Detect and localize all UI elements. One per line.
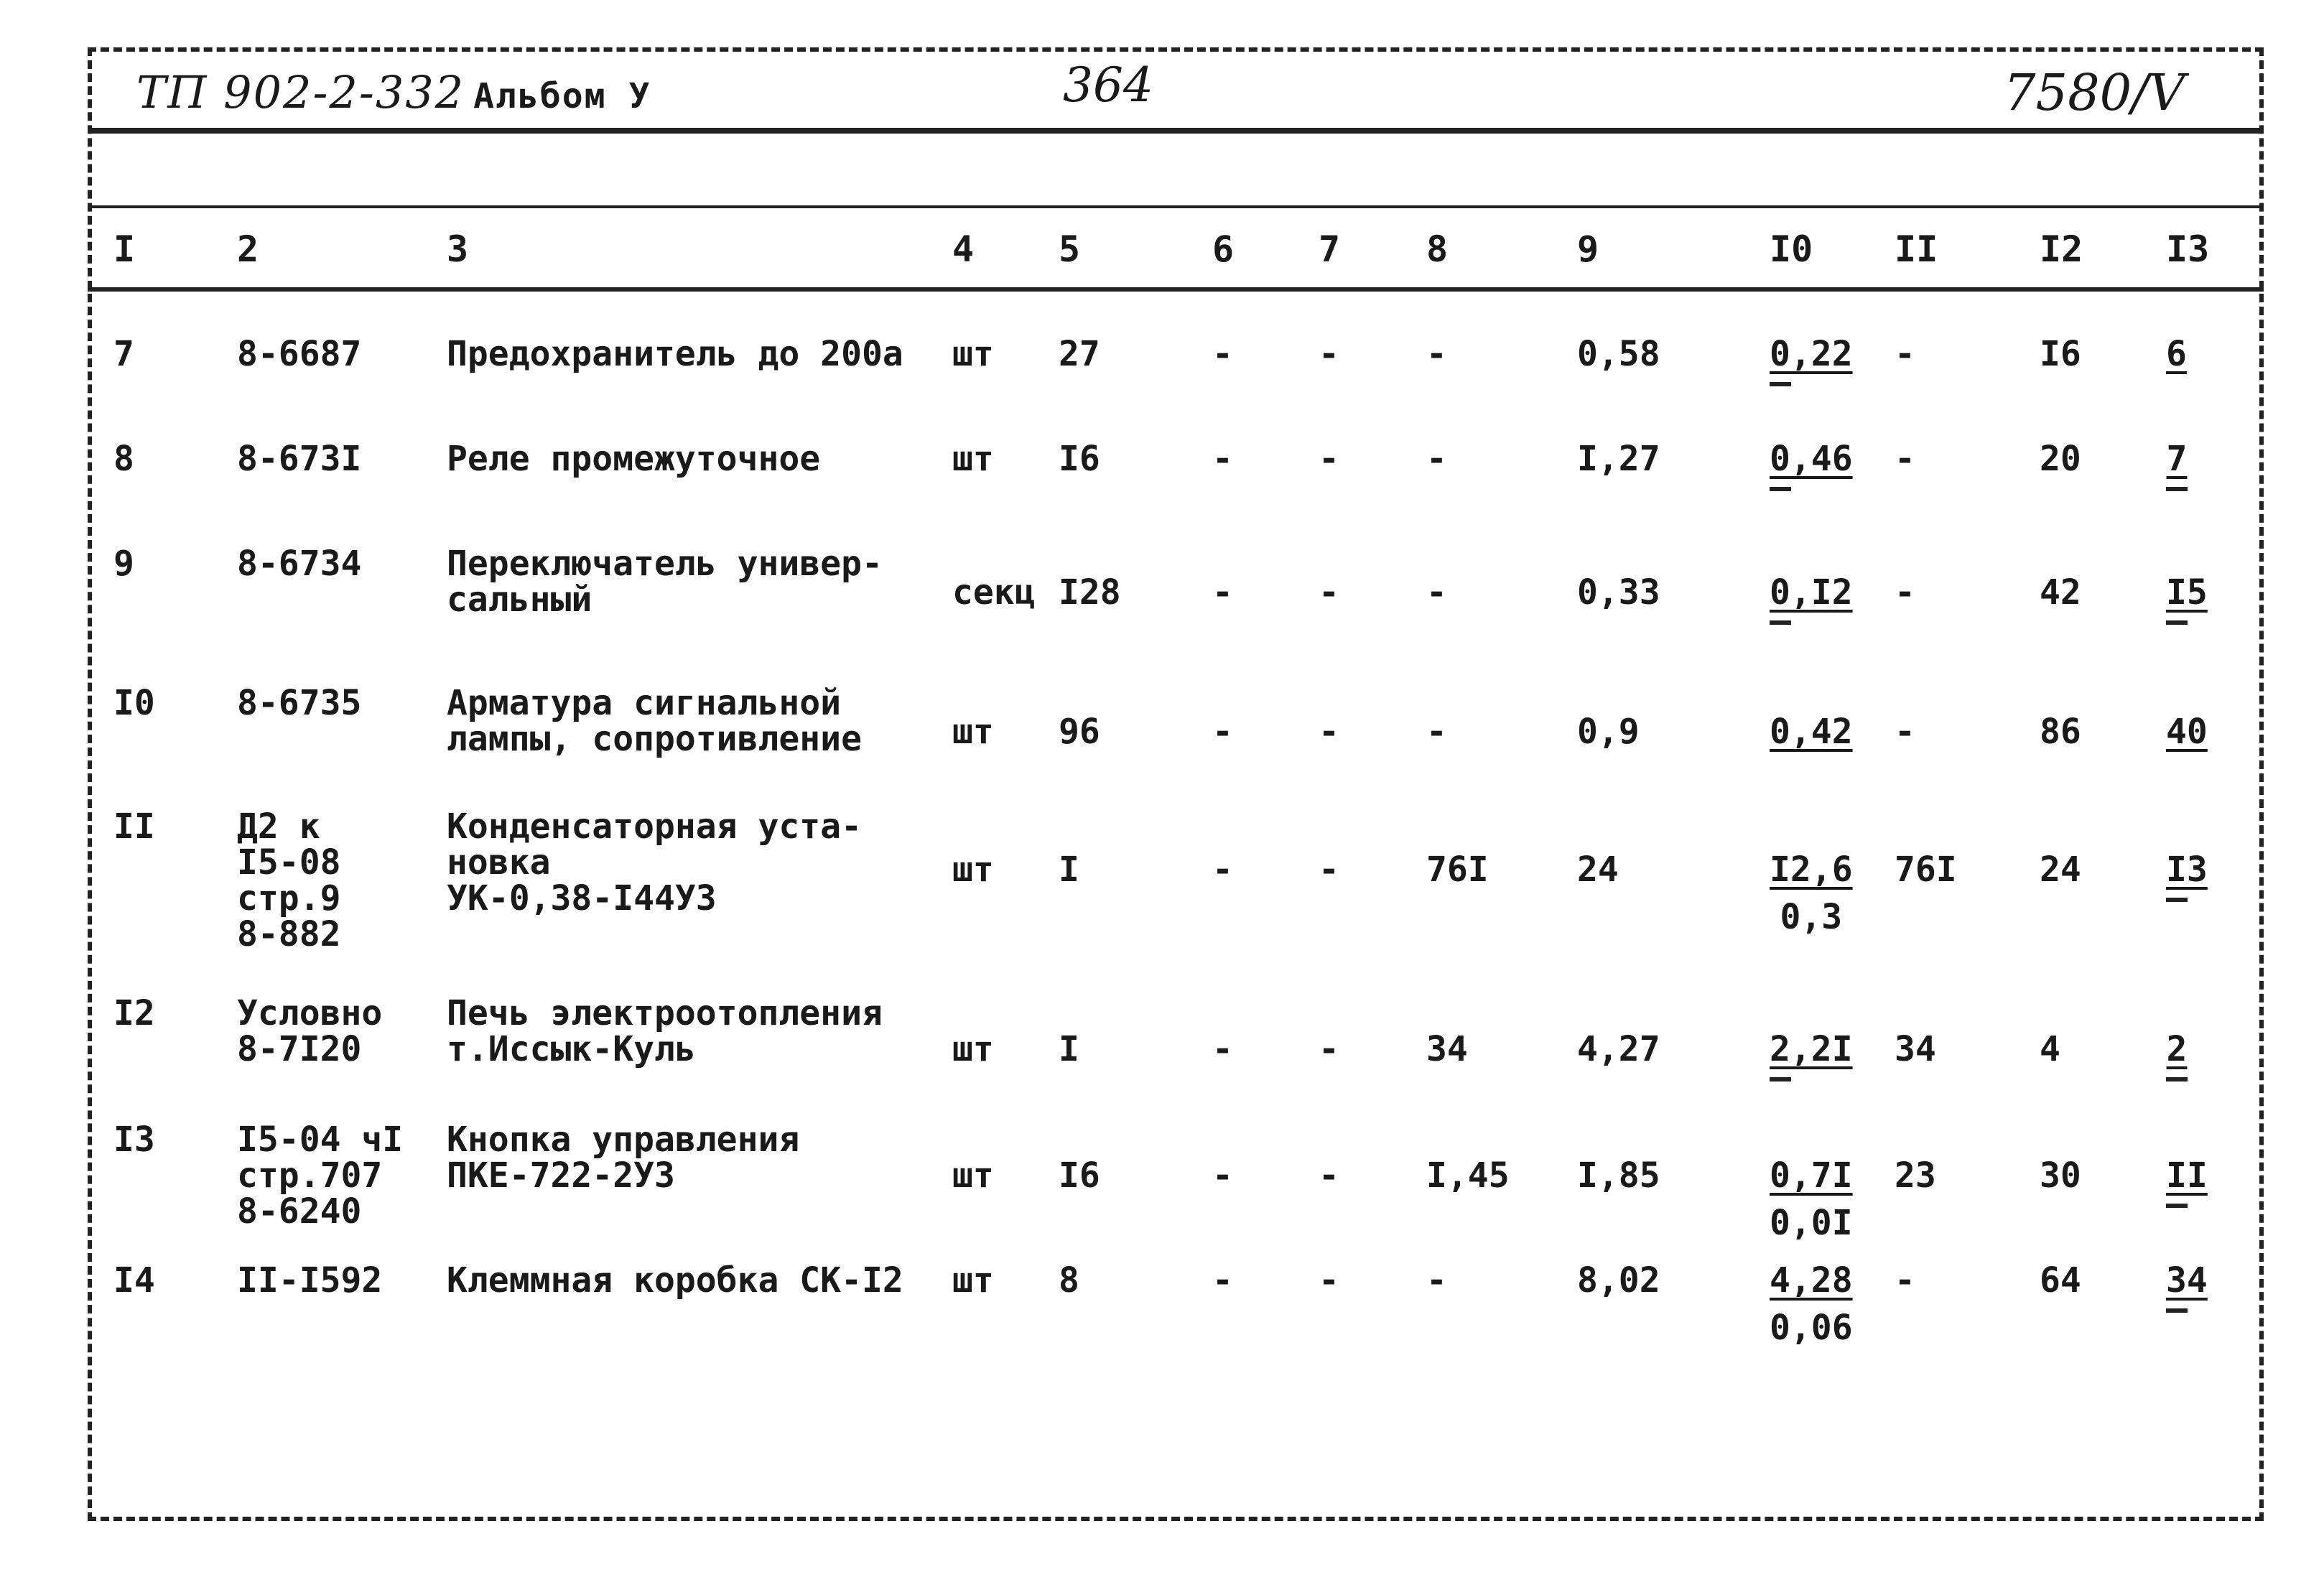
cell-c9: 0,33 (1577, 572, 1660, 613)
cell-c10-numerator: I2,6 (1770, 850, 1853, 890)
cell-c6: - (1212, 1155, 1233, 1196)
cell-c10 (1770, 574, 1853, 625)
cell-c10 (1770, 852, 1853, 935)
cell-c6: - (1212, 1029, 1233, 1069)
column-header: 5 (1059, 228, 1081, 270)
header-rule-thin (88, 205, 2264, 208)
cell-c9: 24 (1577, 850, 1619, 890)
cell-c13 (2166, 441, 2188, 491)
cell-c13-numerator: I3 (2166, 850, 2208, 890)
cell-code: 8-6735 (237, 683, 362, 723)
cell-name: Переключатель универ- сальный (447, 544, 883, 620)
cell-c12: I6 (2040, 334, 2081, 374)
cell-n: 8 (113, 439, 134, 479)
cell-c12: 86 (2040, 712, 2081, 752)
cell-c6: - (1212, 712, 1233, 752)
doc-code: ТП 902-2-332 Альбом У (136, 66, 651, 118)
cell-c12: 20 (2040, 439, 2081, 479)
cell-name: Клеммная коробка СК-I2 (447, 1260, 903, 1301)
column-header: I (113, 228, 136, 270)
cell-c11: 76I (1895, 850, 1957, 890)
cell-c8: I,45 (1426, 1155, 1510, 1196)
cell-c7: - (1319, 1260, 1339, 1301)
cell-c5: 96 (1059, 712, 1100, 752)
cell-c5: I28 (1059, 572, 1121, 613)
page-number: 364 (1063, 57, 1153, 113)
cell-c10-denominator (1770, 487, 1791, 491)
cell-c13-denominator (2166, 898, 2188, 902)
cell-c6: - (1212, 334, 1233, 374)
cell-name: Предохранитель до 200а (447, 334, 903, 374)
cell-unit: шт (952, 712, 994, 752)
cell-c11: - (1895, 439, 1915, 479)
cell-c13-numerator: 40 (2166, 712, 2208, 752)
cell-unit: шт (952, 439, 994, 479)
cell-c6: - (1212, 439, 1233, 479)
cell-c13 (2166, 574, 2208, 625)
cell-code: Условно 8-7I20 (237, 993, 383, 1069)
cell-c6: - (1212, 1260, 1233, 1301)
cell-c10-denominator: 0,0I (1770, 1203, 1853, 1243)
cell-c10-denominator (1770, 382, 1791, 386)
cell-c10-numerator: 2,2I (1770, 1029, 1853, 1069)
cell-c11: 23 (1895, 1155, 1936, 1196)
cell-c13-denominator (2166, 620, 2188, 625)
cell-c13-numerator: 6 (2166, 334, 2187, 374)
cell-c8: - (1426, 334, 1447, 374)
cell-c5: I (1059, 850, 1079, 890)
cell-code: 8-6734 (237, 544, 362, 584)
cell-c13 (2166, 1155, 2208, 1208)
cell-c13 (2166, 714, 2208, 750)
cell-unit: шт (952, 1155, 994, 1196)
cell-c12: 30 (2040, 1155, 2081, 1196)
header-rule (88, 128, 2264, 134)
cell-c7: - (1319, 572, 1339, 613)
cell-c13-denominator (2166, 1077, 2188, 1081)
cell-c8: - (1426, 439, 1447, 479)
cell-c7: - (1319, 1029, 1339, 1069)
cell-c13-numerator: 7 (2166, 439, 2188, 479)
cell-unit: шт (952, 1260, 994, 1301)
cell-c12: 42 (2040, 572, 2081, 613)
cell-unit: шт (952, 334, 994, 374)
cell-c10 (1770, 1262, 1853, 1346)
cell-c10 (1770, 714, 1853, 750)
cell-c13-numerator: I5 (2166, 572, 2208, 613)
cell-c5: 8 (1059, 1260, 1079, 1301)
cell-c10-numerator: 0,42 (1770, 712, 1853, 752)
cell-unit: секц (952, 572, 1036, 613)
column-header: I3 (2166, 228, 2210, 270)
column-header: 6 (1212, 228, 1235, 270)
column-header: 4 (952, 228, 975, 270)
cell-c10-numerator: 0,7I (1770, 1155, 1853, 1196)
cell-c13 (2166, 336, 2187, 372)
cell-c5: I6 (1059, 439, 1100, 479)
cell-c5: 27 (1059, 334, 1100, 374)
cell-c13-denominator (2166, 1204, 2188, 1208)
cell-c13-denominator (2166, 487, 2188, 491)
column-header: II (1895, 228, 1938, 270)
cell-c10-numerator: 4,28 (1770, 1260, 1853, 1301)
cell-name: Кнопка управления ПКЕ-722-2УЗ (447, 1120, 800, 1196)
cell-c10 (1770, 1031, 1853, 1081)
cell-c7: - (1319, 1155, 1339, 1196)
cell-c9: 8,02 (1577, 1260, 1660, 1301)
column-header: I2 (2040, 228, 2083, 270)
cell-n: 9 (113, 544, 134, 584)
cell-c6: - (1212, 572, 1233, 613)
cell-c11: - (1895, 572, 1915, 613)
cell-c13 (2166, 1031, 2188, 1081)
cell-c12: 64 (2040, 1260, 2081, 1301)
cell-c9: 4,27 (1577, 1029, 1660, 1069)
cell-c10-denominator (1770, 620, 1791, 625)
cell-c6: - (1212, 850, 1233, 890)
cell-c13-numerator: II (2166, 1155, 2208, 1196)
cell-code: I5-04 чI стр.707 8-6240 (237, 1120, 404, 1232)
cell-c12: 4 (2040, 1029, 2060, 1069)
cell-n: I4 (113, 1260, 155, 1301)
cell-c13-numerator: 2 (2166, 1029, 2188, 1069)
cell-code: 8-6687 (237, 334, 362, 374)
cell-c7: - (1319, 850, 1339, 890)
cell-unit: шт (952, 1029, 994, 1069)
cell-c8: 76I (1426, 850, 1489, 890)
cell-c10-denominator: 0,3 (1780, 897, 1843, 937)
cell-n: I2 (113, 993, 155, 1033)
cell-c8: - (1426, 1260, 1447, 1301)
column-header: I0 (1770, 228, 1813, 270)
cell-c5: I (1059, 1029, 1079, 1069)
cell-c9: I,85 (1577, 1155, 1660, 1196)
cell-c13-numerator: 34 (2166, 1260, 2208, 1301)
cell-c11: - (1895, 334, 1915, 374)
cell-name: Печь электроотопления т.Иссык-Куль (447, 993, 883, 1069)
column-header: 9 (1577, 228, 1599, 270)
cell-c10 (1770, 336, 1853, 386)
cell-code: Д2 к I5-08 стр.9 8-882 (237, 806, 341, 954)
cell-c10-numerator: 0,22 (1770, 334, 1853, 374)
cell-c10-denominator: 0,06 (1770, 1308, 1853, 1348)
album-label: Альбом У (473, 76, 651, 116)
column-header-rule (88, 287, 2264, 292)
column-header: 3 (447, 228, 469, 270)
cell-c10-denominator (1770, 1077, 1791, 1081)
cell-c11: - (1895, 712, 1915, 752)
cell-c12: 24 (2040, 850, 2081, 890)
cell-c7: - (1319, 334, 1339, 374)
cell-c11: 34 (1895, 1029, 1936, 1069)
cell-c5: I6 (1059, 1155, 1100, 1196)
cell-code: II-I592 (237, 1260, 383, 1301)
cell-c9: 0,58 (1577, 334, 1660, 374)
column-header: 8 (1426, 228, 1449, 270)
sheet-number: 7580/V (2004, 63, 2185, 122)
column-header: 2 (237, 228, 259, 270)
cell-name: Реле промежуточное (447, 439, 821, 479)
cell-name: Конденсаторная уста- новка УК-0,38-I44УЗ (447, 806, 862, 918)
cell-unit: шт (952, 850, 994, 890)
cell-c10 (1770, 441, 1853, 491)
cell-c10-numerator: 0,I2 (1770, 572, 1853, 613)
cell-name: Арматура сигнальной лампы, сопротивление (447, 683, 862, 759)
cell-n: I0 (113, 683, 155, 723)
cell-c13 (2166, 852, 2208, 902)
cell-c8: - (1426, 712, 1447, 752)
cell-c9: I,27 (1577, 439, 1660, 479)
cell-c8: - (1426, 572, 1447, 613)
cell-c13-denominator (2166, 1308, 2188, 1313)
cell-c10 (1770, 1155, 1853, 1243)
cell-code: 8-673I (237, 439, 362, 479)
cell-c8: 34 (1426, 1029, 1468, 1069)
cell-n: II (113, 806, 155, 847)
cell-c7: - (1319, 712, 1339, 752)
cell-c10-numerator: 0,46 (1770, 439, 1853, 479)
cell-c13 (2166, 1262, 2208, 1313)
cell-n: 7 (113, 334, 134, 374)
cell-c7: - (1319, 439, 1339, 479)
column-header: 7 (1319, 228, 1341, 270)
cell-c11: - (1895, 1260, 1915, 1301)
cell-c9: 0,9 (1577, 712, 1640, 752)
cell-n: I3 (113, 1120, 155, 1160)
